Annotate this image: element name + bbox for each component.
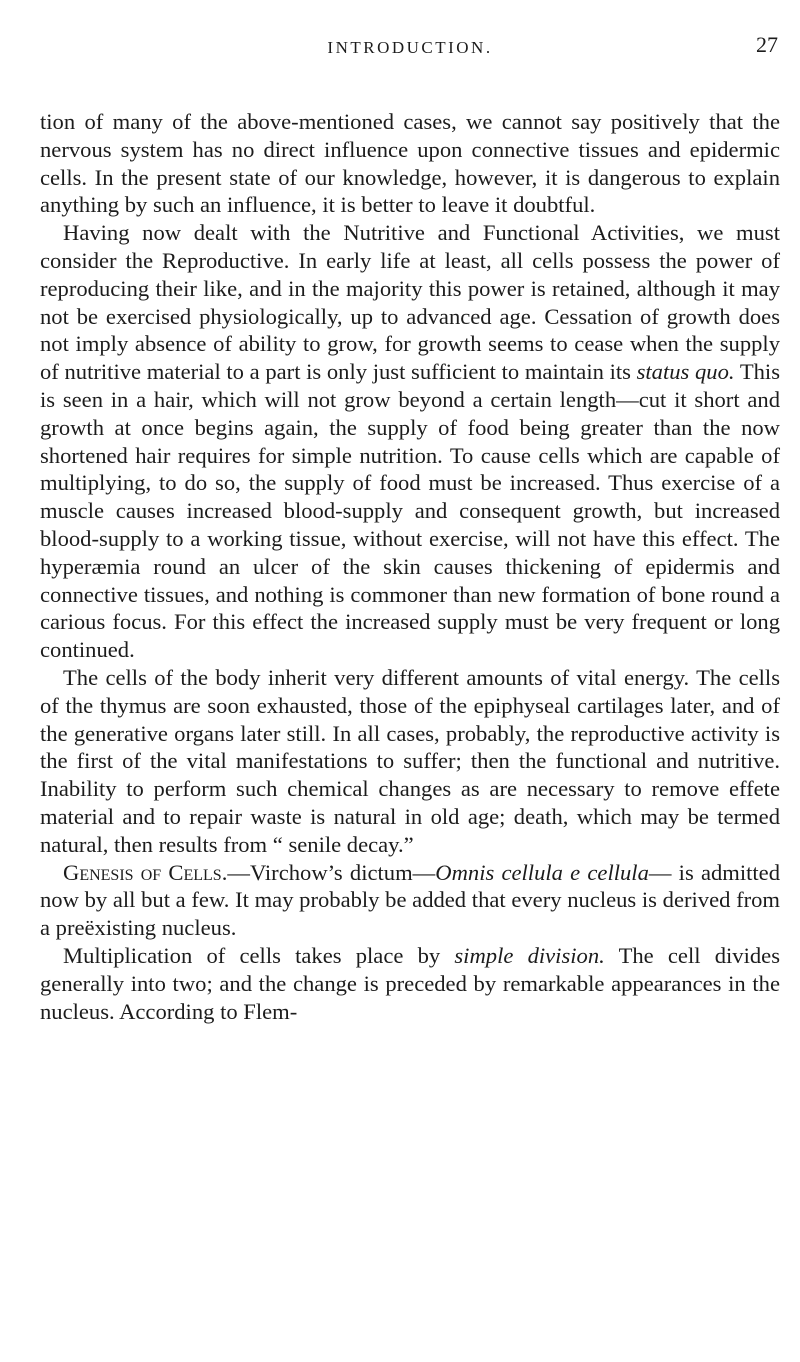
paragraph-reproductive bbox=[40, 219, 780, 664]
paragraph-continuation bbox=[40, 108, 780, 219]
body-text bbox=[40, 108, 780, 1025]
page-header bbox=[40, 0, 780, 60]
paragraph-text: Having now dealt with the Nutritive and Functional Activities, we must consider the Reproductive. In early life at least, all cells possess the power of reproducing their like, and in the majority this power is retained, although it may not be exercised physiologically, up to advanced age. Cessation of growth does not imply absence of ability to grow, for growth seems to cease when the supply of nutritive material to a part is only just sufficient to maintain its bbox=[40, 220, 780, 385]
italic-term: simple division. bbox=[454, 942, 605, 968]
page-number: 27 bbox=[756, 32, 778, 57]
italic-term: Omnis cellula e cellula bbox=[435, 859, 649, 885]
paragraph-multiplication bbox=[40, 942, 780, 1025]
paragraph-text: tion of many of the above-mentioned cases, we cannot say positively that the nervous system has no direct influence upon connective tissues and epidermic cells. In the present state of our knowledge, however, it is dangerous to explain anything by such an influence, it is better to leave it doubtful. bbox=[40, 109, 780, 218]
italic-term: status quo. bbox=[636, 359, 735, 385]
section-heading: Genesis of Cells. bbox=[63, 859, 228, 885]
paragraph-text: The cells of the body inherit very different amounts of vital energy. The cells of the thymus are soon exhausted, those of the epiphyseal cartilages later, and of the generative organs later still. In all cases, probably, the reproductive activity is the first of the vital manifestations to suffer; then the functional and nutritive. Inability to perform such chemical changes as are necessary to remove effete material and to repair waste is natural in old age; death, which may be termed natural, then results from “ senile decay.” bbox=[40, 664, 780, 857]
paragraph-genesis-of-cells bbox=[40, 859, 780, 942]
paragraph-text: The cell divides generally into two; and the change is preceded by remarkable appearances in the nucleus. According to Flem- bbox=[40, 942, 780, 1024]
paragraph-vital-energy bbox=[40, 664, 780, 859]
paragraph-text: —Virchow’s dictum— bbox=[227, 859, 436, 885]
paragraph-text: This is seen in a hair, which will not grow beyond a certain length—cut it short and growth at once begins again, the supply of food being greater than the now shortened hair requires for simple nutrition. To cause cells which are capable of multiplying, to do so, the supply of food must be increased. Thus exercise of a muscle causes increased blood-supply and consequent growth, but increased blood-supply to a working tissue, without exercise, will not have this effect. The hyperæmia round an ulcer of the skin causes thickening of epidermis and connective tissues, and nothing is commoner than new formation of bone round a carious focus. For this effect the increased supply must be very frequent or long continued. bbox=[40, 359, 780, 663]
book-page bbox=[40, 0, 781, 1024]
running-title: INTRODUCTION. bbox=[327, 38, 493, 57]
paragraph-text: Multiplication of cells takes place by bbox=[63, 942, 455, 968]
paragraph-text: — is admitted now by all but a few. It may probably be added that every nucleus is derived from a preëxisting nucleus. bbox=[40, 859, 781, 941]
